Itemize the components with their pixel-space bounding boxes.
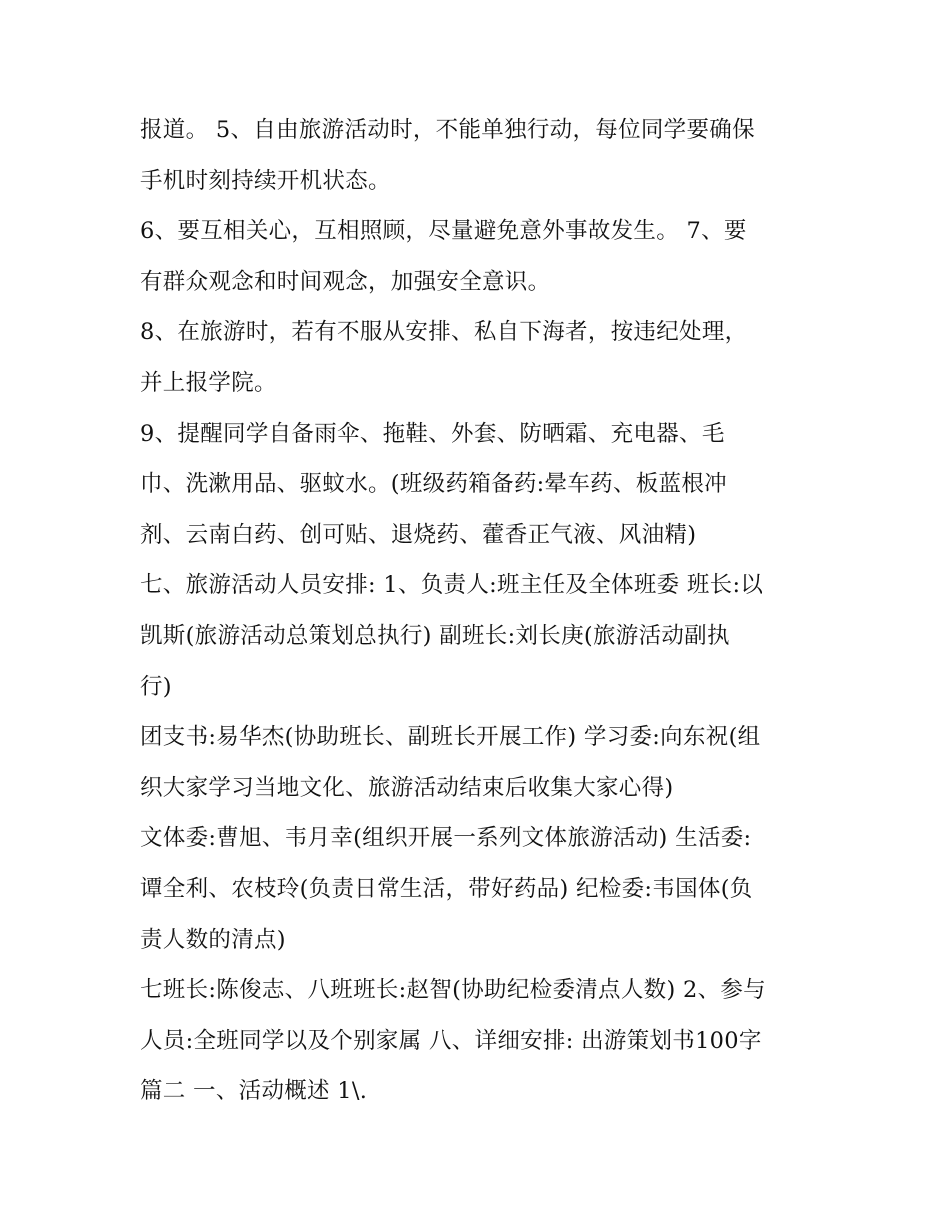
text-line: 责人数的清点) bbox=[140, 926, 286, 953]
text-line: 报道。 5、自由旅游活动时，不能单独行动，每位同学要确保 bbox=[140, 117, 755, 143]
text-line: 七班长:陈俊志、八班班长:赵智(协助纪检委清点人数) 2、参与 bbox=[140, 977, 766, 1004]
text-line: 手机时刻持续开机状态。 bbox=[140, 167, 391, 194]
text-line: 篇二 一、活动概述 1\. bbox=[140, 1078, 368, 1105]
text-line: 织大家学习当地文化、旅游活动结束后收集大家心得) bbox=[140, 774, 674, 801]
text-line: 七、旅游活动人员安排: 1、负责人:班主任及全体班委 班长:以 bbox=[140, 572, 764, 599]
text-line: 行) bbox=[140, 673, 172, 700]
text-line: 6、要互相关心，互相照顾，尽量避免意外事故发生。 7、要 bbox=[140, 218, 747, 245]
text-line: 8、在旅游时，若有不服从安排、私自下海者，按违纪处理， bbox=[140, 319, 748, 346]
text-line: 巾、洗漱用品、驱蚊水。(班级药箱备药:晕车药、板蓝根冲 bbox=[140, 471, 727, 498]
text-line: 文体委:曹旭、韦月幸(组织开展一系列文体旅游活动) 生活委: bbox=[140, 825, 752, 852]
document-body bbox=[140, 105, 820, 1117]
text-line: 谭全利、农枝玲(负责日常生活，带好药品) 纪检委:韦国体(负 bbox=[140, 875, 753, 902]
text-line: 并上报学院。 bbox=[140, 369, 277, 396]
text-line: 9、提醒同学自备雨伞、拖鞋、外套、防晒霜、充电器、毛 bbox=[140, 420, 725, 447]
text-line: 人员:全班同学以及个别家属 八、详细安排: 出游策划书100字 bbox=[140, 1027, 762, 1054]
text-line: 剂、云南白药、创可贴、退烧药、藿香正气液、风油精) bbox=[140, 521, 697, 548]
text-line: 凯斯(旅游活动总策划总执行) 副班长:刘长庚(旅游活动副执 bbox=[140, 622, 730, 649]
text-line: 有群众观念和时间观念，加强安全意识。 bbox=[140, 268, 551, 295]
text-line: 团支书:易华杰(协助班长、副班长开展工作) 学习委:向东祝(组 bbox=[140, 724, 761, 751]
